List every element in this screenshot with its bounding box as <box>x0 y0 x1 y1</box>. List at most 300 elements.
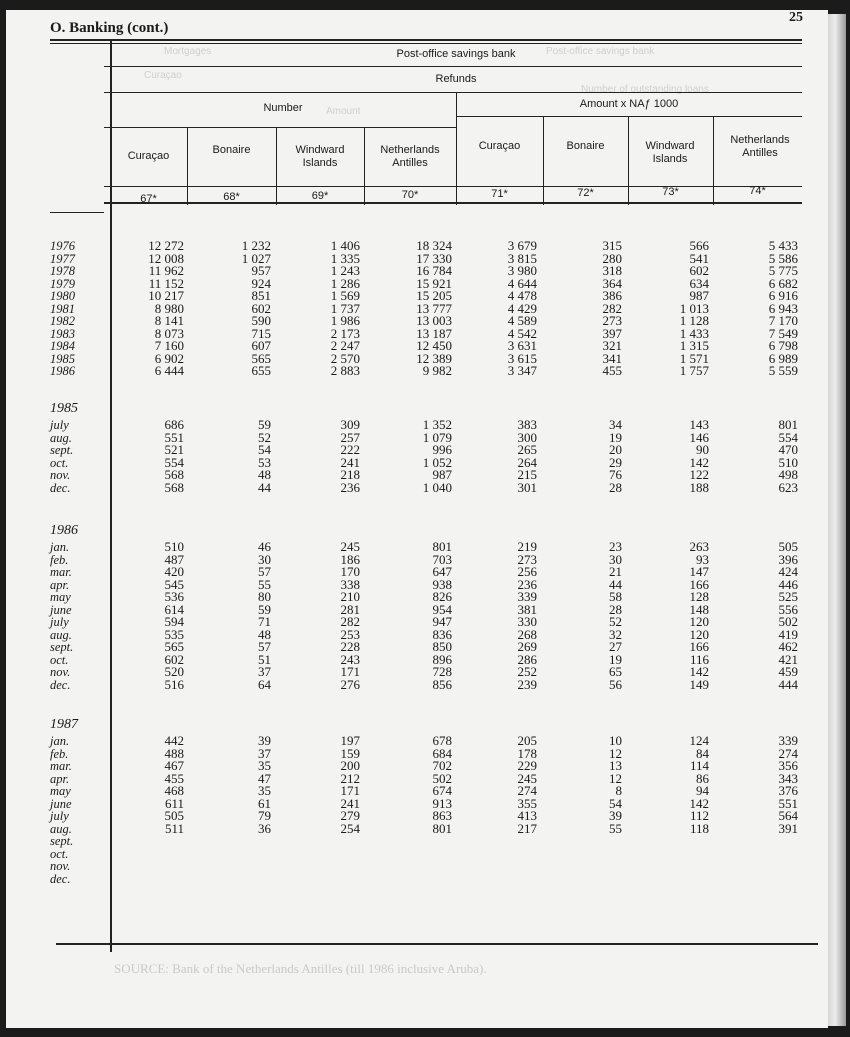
period-label: feb. <box>50 552 69 567</box>
value-column <box>728 541 798 691</box>
table-cell: 551 <box>778 795 798 811</box>
table-cell: 419 <box>778 626 798 642</box>
table-cell: 376 <box>778 783 798 798</box>
table-cell: 12 389 <box>416 350 452 366</box>
table-cell: 6 798 <box>768 338 798 353</box>
value-column <box>201 541 271 691</box>
table-cell: 114 <box>689 758 709 773</box>
table-cell: 178 <box>517 745 537 761</box>
table-cell: 655 <box>251 363 271 378</box>
table-cell: 273 <box>602 313 622 328</box>
header-col-bonaire-number: Bonaire <box>212 144 251 156</box>
table-cell: 12 450 <box>416 338 452 353</box>
period-label: dec. <box>50 480 71 495</box>
table-cell: 446 <box>778 576 798 592</box>
table-cell: 229 <box>517 758 537 773</box>
period-label: mar. <box>50 759 72 773</box>
table-cell: 801 <box>778 417 798 432</box>
value-column <box>552 240 622 378</box>
table-cell: 565 <box>164 639 184 654</box>
table-cell: 913 <box>432 795 452 811</box>
period-label: sept. <box>50 443 74 457</box>
table-cell: 801 <box>432 820 452 836</box>
table-cell: 467 <box>164 758 184 773</box>
value-column <box>467 735 537 835</box>
table-cell: 269 <box>517 639 537 654</box>
table-cell: 856 <box>432 676 452 692</box>
period-labels <box>50 523 110 691</box>
table-cell: 468 <box>164 783 184 798</box>
header-col-windward-number: Windward Islands <box>295 144 345 169</box>
column-code: 67* <box>140 193 157 205</box>
table-cell: 29 <box>609 454 622 470</box>
table-cell: 1 986 <box>330 313 360 328</box>
period-label: dec. <box>50 871 71 886</box>
period-label: feb. <box>50 746 69 761</box>
table-cell: 142 <box>689 454 709 470</box>
table-cell: 5 433 <box>768 238 798 253</box>
table-cell: 241 <box>340 454 360 470</box>
table-cell: 536 <box>164 589 184 604</box>
table-cell: 128 <box>689 589 709 604</box>
table-cell: 602 <box>689 263 709 278</box>
period-label: 1977 <box>50 251 75 266</box>
table-cell: 282 <box>340 614 360 629</box>
table-cell: 987 <box>432 467 452 482</box>
table-cell: 413 <box>517 808 537 823</box>
table-cell: 938 <box>432 576 452 592</box>
table-cell: 118 <box>689 820 709 836</box>
table-cell: 545 <box>164 576 184 592</box>
table-cell: 11 962 <box>148 263 184 278</box>
table-cell: 678 <box>432 733 452 748</box>
table-cell: 924 <box>251 275 271 291</box>
table-cell: 511 <box>164 820 184 836</box>
table-cell: 236 <box>517 576 537 592</box>
table-cell: 315 <box>602 238 622 253</box>
table-cell: 6 444 <box>154 363 184 378</box>
table-cell: 702 <box>432 758 452 773</box>
table-cell: 397 <box>602 325 622 341</box>
value-column <box>552 419 622 494</box>
header-refunds: Refunds <box>435 73 477 85</box>
period-label: 1981 <box>50 301 75 316</box>
table-cell: 1 079 <box>422 429 452 445</box>
table-cell: 9 982 <box>422 363 452 378</box>
table-cell: 19 <box>609 651 622 667</box>
ghost-text: Curaçao <box>144 70 182 81</box>
table-cell: 37 <box>258 745 271 761</box>
table-cell: 16 784 <box>416 263 452 278</box>
table-cell: 459 <box>778 664 798 679</box>
value-column <box>382 240 452 378</box>
header-col-curacao-number: Curaçao <box>127 150 170 162</box>
table-cell: 13 777 <box>416 300 452 316</box>
value-column <box>552 735 622 835</box>
period-label: jan. <box>50 734 70 748</box>
value-column <box>467 419 537 494</box>
table-cell: 35 <box>258 783 271 798</box>
table-cell: 7 170 <box>768 313 798 328</box>
table-cell: 166 <box>689 576 709 592</box>
table-cell: 12 <box>609 745 622 761</box>
table-cell: 525 <box>778 589 798 604</box>
table-cell: 987 <box>689 288 709 303</box>
table-cell: 356 <box>778 758 798 773</box>
table-cell: 280 <box>602 250 622 266</box>
period-label: nov. <box>50 665 71 679</box>
table-cell: 4 589 <box>507 313 537 328</box>
value-column <box>639 541 709 691</box>
table-cell: 728 <box>432 664 452 679</box>
table-cell: 188 <box>689 479 709 495</box>
source-note: SOURCE: Bank of the Netherlands Antilles (till 1986 inclusive Aruba). <box>114 961 487 976</box>
top-rule-2 <box>50 43 802 44</box>
table-cell: 252 <box>517 664 537 679</box>
table-cell: 535 <box>164 626 184 642</box>
value-column <box>114 240 184 378</box>
table-cell: 276 <box>340 676 360 692</box>
table-cell: 1 052 <box>422 454 452 470</box>
table-cell: 39 <box>609 808 622 823</box>
table-cell: 59 <box>258 417 271 432</box>
table-cell: 86 <box>696 770 709 786</box>
table-cell: 59 <box>258 601 271 617</box>
table-cell: 55 <box>258 576 271 592</box>
period-labels <box>50 240 110 378</box>
table-cell: 634 <box>689 275 709 291</box>
value-column <box>201 419 271 494</box>
table-cell: 21 <box>609 564 622 579</box>
table-cell: 20 <box>609 442 622 457</box>
table-cell: 76 <box>609 467 622 482</box>
table-cell: 15 205 <box>416 288 452 303</box>
table-cell: 159 <box>340 745 360 761</box>
period-label: aug. <box>50 821 72 836</box>
table-cell: 54 <box>609 795 622 811</box>
period-group-title: 1986 <box>50 523 78 538</box>
table-cell: 143 <box>689 417 709 432</box>
header-col-antilles-number: Netherlands Antilles <box>380 144 440 169</box>
table-cell: 1 013 <box>679 300 709 316</box>
table-cell: 39 <box>258 733 271 748</box>
table-cell: 3 815 <box>507 250 537 266</box>
table-cell: 142 <box>689 664 709 679</box>
value-column <box>290 240 360 378</box>
table-cell: 222 <box>340 442 360 457</box>
header-col-curacao-amount: Curaçao <box>478 140 521 152</box>
table-cell: 205 <box>517 733 537 748</box>
value-column <box>114 735 184 835</box>
table-cell: 381 <box>517 601 537 617</box>
table-cell: 1 433 <box>679 325 709 341</box>
period-label: oct. <box>50 652 69 667</box>
table-cell: 2 247 <box>330 338 360 353</box>
value-column <box>728 735 798 835</box>
table-cell: 462 <box>778 639 798 654</box>
period-label: july <box>50 615 69 629</box>
table-cell: 684 <box>432 745 452 761</box>
table-cell: 228 <box>340 639 360 654</box>
table-cell: 470 <box>778 442 798 457</box>
table-cell: 10 <box>609 733 622 748</box>
table-cell: 590 <box>251 313 271 328</box>
table-cell: 146 <box>689 429 709 445</box>
table-cell: 715 <box>251 325 271 341</box>
table-cell: 1 335 <box>330 250 360 266</box>
table-cell: 61 <box>258 795 271 811</box>
table-cell: 94 <box>696 783 709 798</box>
table-cell: 594 <box>164 614 184 629</box>
table-cell: 1 128 <box>679 313 709 328</box>
table-cell: 47 <box>258 770 271 786</box>
table-cell: 568 <box>164 467 184 482</box>
period-group-title: 1985 <box>50 401 78 416</box>
table-cell: 421 <box>778 651 798 667</box>
value-column <box>290 735 360 835</box>
table-cell: 338 <box>340 576 360 592</box>
column-code: 71* <box>491 188 508 200</box>
table-cell: 148 <box>689 601 709 617</box>
table-cell: 256 <box>517 564 537 579</box>
table-cell: 142 <box>689 795 709 811</box>
table-cell: 264 <box>517 454 537 470</box>
table-cell: 554 <box>164 454 184 470</box>
document-page <box>6 10 828 1028</box>
table-cell: 318 <box>602 263 622 278</box>
period-label: mar. <box>50 565 72 579</box>
period-label: oct. <box>50 846 69 861</box>
table-cell: 15 921 <box>416 275 452 291</box>
table-cell: 556 <box>778 601 798 617</box>
table-cell: 602 <box>251 300 271 316</box>
table-cell: 263 <box>689 539 709 554</box>
period-label: 1986 <box>50 364 75 378</box>
table-cell: 17 330 <box>416 250 452 266</box>
table-cell: 90 <box>696 442 709 457</box>
period-label: 1978 <box>50 264 75 278</box>
table-cell: 253 <box>340 626 360 642</box>
table-cell: 703 <box>432 551 452 567</box>
table-cell: 510 <box>164 539 184 554</box>
table-cell: 48 <box>258 626 271 642</box>
header-post-office: Post-office savings bank <box>396 48 516 60</box>
table-cell: 3 980 <box>507 263 537 278</box>
table-cell: 383 <box>517 417 537 432</box>
period-label: june <box>50 602 72 617</box>
table-cell: 896 <box>432 651 452 667</box>
ghost-text: Amount <box>326 106 361 117</box>
column-code: 69* <box>311 190 329 202</box>
table-cell: 32 <box>609 626 622 642</box>
table-cell: 954 <box>432 601 452 617</box>
table-cell: 498 <box>778 467 798 482</box>
page-number: 25 <box>789 10 803 25</box>
header-col-bonaire-amount: Bonaire <box>566 140 605 152</box>
table-cell: 364 <box>602 275 622 291</box>
table-cell: 57 <box>258 564 271 579</box>
table-cell: 149 <box>689 676 709 692</box>
table-cell: 116 <box>689 651 709 667</box>
table-cell: 171 <box>340 664 360 679</box>
table-cell: 46 <box>258 539 271 554</box>
table-cell: 52 <box>258 429 271 445</box>
table-cell: 564 <box>778 808 798 823</box>
table-cell: 28 <box>609 479 622 495</box>
table-cell: 420 <box>164 564 184 579</box>
table-cell: 502 <box>432 770 452 786</box>
period-label: 1985 <box>50 351 75 366</box>
table-cell: 602 <box>164 651 184 667</box>
table-cell: 219 <box>517 539 537 554</box>
table-cell: 11 152 <box>148 275 184 291</box>
table-cell: 510 <box>778 454 798 470</box>
value-column <box>290 541 360 691</box>
table-cell: 8 980 <box>154 300 184 316</box>
column-code: 70* <box>401 189 419 201</box>
value-column <box>201 240 271 378</box>
table-cell: 64 <box>258 676 271 692</box>
table-cell: 566 <box>689 238 709 253</box>
table-cell: 186 <box>340 551 360 567</box>
table-cell: 65 <box>609 664 622 679</box>
header-col-windward-amount: Windward Islands <box>645 140 695 165</box>
table-cell: 386 <box>602 288 622 303</box>
table-cell: 1 243 <box>330 263 360 278</box>
table-cell: 455 <box>602 363 622 378</box>
header-amount: Amount x NAƒ 1000 <box>579 98 679 110</box>
period-label: nov. <box>50 859 71 873</box>
period-label: apr. <box>50 577 70 592</box>
period-label: june <box>50 796 72 811</box>
table-cell: 836 <box>432 626 452 642</box>
table-cell: 53 <box>258 454 271 470</box>
table-cell: 947 <box>432 614 452 629</box>
table-cell: 282 <box>602 300 622 316</box>
table-cell: 1 569 <box>330 288 360 303</box>
table-cell: 12 008 <box>148 250 184 266</box>
value-column <box>552 541 622 691</box>
period-label: 1976 <box>50 239 75 253</box>
table-cell: 3 631 <box>507 338 537 353</box>
table-cell: 30 <box>258 551 271 567</box>
rule-stub <box>50 212 104 213</box>
table-cell: 4 478 <box>507 288 537 303</box>
table-cell: 565 <box>251 350 271 366</box>
period-label: may <box>50 590 71 604</box>
table-cell: 4 644 <box>507 275 537 291</box>
table-cell: 56 <box>609 676 622 692</box>
column-code: 68* <box>223 191 240 203</box>
rule-refunds <box>104 92 802 93</box>
table-cell: 274 <box>778 745 798 761</box>
table-cell: 265 <box>517 442 537 457</box>
table-cell: 279 <box>340 808 360 823</box>
table-cell: 851 <box>251 288 271 303</box>
table-cell: 120 <box>689 614 709 629</box>
table-cell: 1 286 <box>330 275 360 291</box>
table-cell: 2 570 <box>330 350 360 366</box>
table-cell: 520 <box>164 664 184 679</box>
table-cell: 5 775 <box>768 263 798 278</box>
stub-divider <box>110 40 112 952</box>
table-cell: 1 027 <box>241 250 271 266</box>
table-cell: 44 <box>609 576 622 592</box>
period-label: sept. <box>50 640 74 654</box>
table-cell: 391 <box>778 820 798 836</box>
table-cell: 170 <box>340 564 360 579</box>
table-cell: 4 542 <box>507 325 537 341</box>
table-cell: 268 <box>517 626 537 642</box>
table-cell: 2 173 <box>330 325 360 341</box>
period-label: 1979 <box>50 276 75 291</box>
table-cell: 13 187 <box>416 325 452 341</box>
table-cell: 488 <box>164 745 184 761</box>
table-cell: 84 <box>696 745 709 761</box>
value-column <box>639 240 709 378</box>
table-cell: 23 <box>609 539 622 554</box>
period-label: aug. <box>50 430 72 445</box>
table-cell: 801 <box>432 539 452 554</box>
table-cell: 36 <box>258 820 271 836</box>
table-cell: 554 <box>778 429 798 445</box>
table-cell: 1 406 <box>330 238 360 253</box>
section-title: O. Banking (cont.) <box>50 20 169 36</box>
table-cell: 215 <box>517 467 537 482</box>
table-cell: 1 315 <box>679 338 709 353</box>
table-cell: 3 615 <box>507 350 537 366</box>
table-cell: 54 <box>258 442 271 457</box>
table-cell: 274 <box>517 783 537 798</box>
column-code: 72* <box>577 187 594 199</box>
table-cell: 12 <box>609 770 622 786</box>
value-column <box>639 419 709 494</box>
table-cell: 166 <box>689 639 709 654</box>
table-cell: 8 141 <box>154 313 184 328</box>
table-cell: 52 <box>609 614 622 629</box>
top-rule <box>50 39 802 41</box>
table-cell: 623 <box>778 479 798 495</box>
period-group-title: 1987 <box>50 717 78 732</box>
table-cell: 48 <box>258 467 271 482</box>
table-cell: 505 <box>164 808 184 823</box>
table-cell: 13 003 <box>416 313 452 328</box>
table-cell: 321 <box>602 338 622 353</box>
table-cell: 10 217 <box>148 288 184 303</box>
period-label: oct. <box>50 455 69 470</box>
header-number: Number <box>263 102 303 114</box>
table-cell: 200 <box>340 758 360 773</box>
table-cell: 541 <box>689 250 709 266</box>
table-cell: 301 <box>517 479 537 495</box>
table-cell: 35 <box>258 758 271 773</box>
table-cell: 57 <box>258 639 271 654</box>
table-cell: 3 347 <box>507 363 537 378</box>
table-cell: 171 <box>340 783 360 798</box>
table-cell: 5 559 <box>768 363 798 378</box>
period-label: 1983 <box>50 326 75 341</box>
period-label: jan. <box>50 540 70 554</box>
table-cell: 6 682 <box>768 275 798 291</box>
period-label: apr. <box>50 771 70 786</box>
table-cell: 18 324 <box>416 238 452 253</box>
table-cell: 487 <box>164 551 184 567</box>
value-column <box>201 735 271 835</box>
table-cell: 7 549 <box>768 325 798 341</box>
table-cell: 27 <box>609 639 622 654</box>
table-cell: 93 <box>696 551 709 567</box>
period-label: july <box>50 418 69 432</box>
